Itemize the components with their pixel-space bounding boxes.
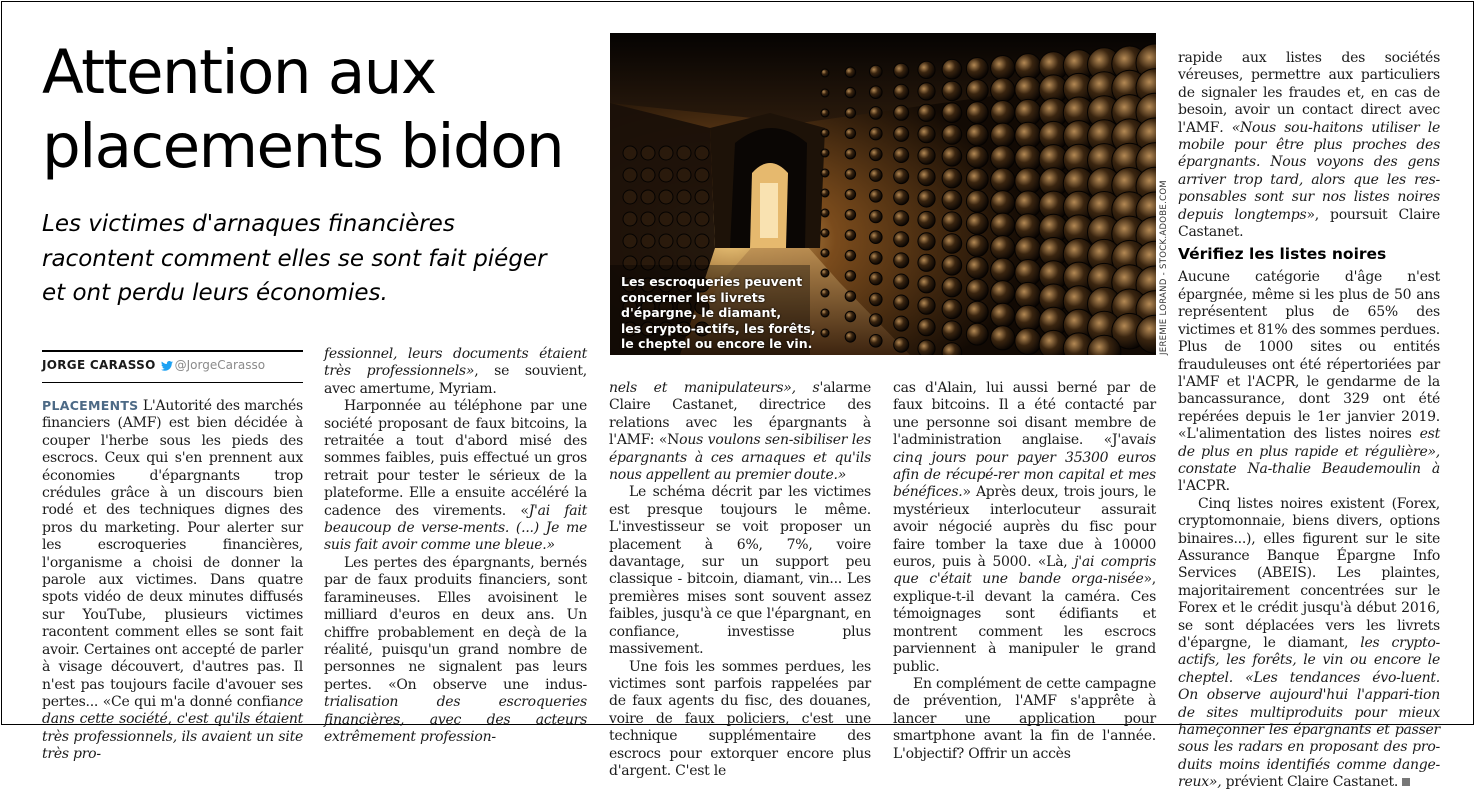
bottle-end — [894, 253, 909, 268]
article-paragraph: Aucune catégorie d'âge n'est épargnée, même si les plus de 50 ans représentent plus de 65% des victimes et 81% des sommes perdues. Plus de 1000 sites ou entités frauduleuses ont été répertoriées par l'AMF et l'ACPR, le gendarme de la bancassurance, dont 329 ont été repérées depuis le 1er janvier 2019. «L'alimentation des listes noires est de plus en plus rapide et régulière», constate Na-thalie Beaudemoulin à l'ACPR. — [1178, 269, 1441, 495]
bottle-end — [991, 213, 1015, 237]
bottle-end — [942, 81, 962, 101]
bottle-end — [623, 212, 637, 226]
bottle-end — [821, 149, 829, 157]
bottle-end — [821, 169, 829, 177]
bottle-end — [991, 236, 1015, 260]
article-paragraph: PLACEMENTS L'Autorité des marchés financiers (AMF) est bien décidée à couper l'herbe sous les pieds des escrocs. Ceux qui s'en prennent aux économies d'épargnants trop crédules grâce à un discours bien rodé et des techniques dignes des pros du marketing. Pour alerter sur les escroqueries financières, l'organisme a choisi de donner la parole aux victimes. Dans quatre spots vidéo de deux minutes diffusés sur YouTube, plusieurs victimes racontent comment elles se sont fait avoir. Certaines ont accepté de parler à visage découvert, d'autres pas. Il n'est pas toujours facile d'avouer ses pertes... «Ce qui m'a donné confiance dans cette société, c'est qu'ils étaient très professionnels, ils avaient un site très pro- — [42, 398, 304, 763]
bottle-end — [942, 125, 962, 145]
article-paragraph: En complément de cette campagne de prévention, l'AMF s'apprête à lancer une application pour smartphone avant la fin de l'année. L'objectif? Offrir un accès — [893, 675, 1156, 762]
bottle-end — [991, 258, 1015, 282]
bottle-end — [845, 149, 855, 159]
bottle-end — [659, 212, 673, 226]
bottle-end — [966, 323, 988, 345]
bottle-end — [623, 234, 637, 248]
bottle-end — [677, 212, 691, 226]
headline-line: Attention aux — [42, 37, 436, 108]
bottle-end — [623, 190, 637, 204]
bottle-end — [918, 169, 935, 186]
bottle-end — [894, 232, 909, 247]
bottle-end — [870, 210, 883, 223]
bottle-end — [870, 107, 883, 120]
deck-line: racontent comment elles se sont fait piéger — [42, 245, 547, 272]
bottle-end — [623, 168, 637, 182]
bottle-end — [641, 168, 655, 182]
bottle-end — [942, 277, 962, 297]
bottle-end — [942, 256, 962, 276]
article-paragraph: Le schéma décrit par les victimes est presque toujours le même. L'investisseur se voit proposer un placement à 6%, 7%, voire davantage, sur un support peu classique - bitcoin, diamant, vin... Les premières mises sont souvent assez faibles, jusqu'à ce que l'épargnant, en confiance, investisse plus massivement. — [609, 484, 871, 658]
bottle-end — [641, 190, 655, 204]
bottle-end — [1015, 328, 1041, 354]
bottle-end — [918, 61, 935, 78]
bottle-end — [966, 80, 988, 102]
caption-line: le cheptel ou encore le vin. — [621, 336, 813, 351]
bottle-end — [821, 129, 829, 137]
bottle-end — [918, 319, 935, 336]
bottle-end — [845, 87, 855, 97]
bottle-end — [991, 191, 1015, 215]
article-paragraph: Harponnée au téléphone par une société proposant de faux bitcoins, la retraitée a tout d'abord misé des sommes faibles, puis effectué un gros retrait pour tester le sérieux de la plateforme. Elle a ensuite accéléré la cadence des virements. «J'ai fait beaucoup de verse-ments. (...) Je me suis fait avoir comme une bleue.» — [324, 398, 587, 554]
bottle-end — [942, 190, 962, 210]
bottle-end — [942, 168, 962, 188]
bottle-end — [641, 212, 655, 226]
bottle-end — [845, 108, 855, 118]
bottle-end — [845, 230, 855, 240]
bottle-end — [894, 337, 909, 352]
article-paragraph: Une fois les sommes perdues, les victimes sont parfois rappelées par de faux agents du fisc, des douanes, voire de faux policiers, c'est une technique supplémentaire des escrocs pour extorquer encore plus d'argent. C'est le — [609, 658, 871, 779]
bottle-end — [659, 234, 673, 248]
bottle-end — [821, 309, 829, 317]
bottle-end — [870, 169, 883, 182]
caption-line: les crypto-actifs, les forêts, — [621, 320, 816, 336]
bottle-end — [918, 104, 935, 121]
byline-top-rule — [42, 350, 303, 352]
article-column-3 — [609, 380, 871, 780]
caption-line: concerner les livrets — [621, 289, 766, 305]
article-paragraph: cas d'Alain, lui aussi berné par de faux bitcoins. Il a été contacté par une personne soi disant membre de l'administration anglaise. «J'avais cinq jours pour payer 35300 euros afin de récupé-rer mon capital et mes bénéfices.» Après deux, trois jours, le mystérieux interlocuteur assurait avoir négocié auprès du fisc pour faire tomber la taxe due à 10000 euros, puis à 5000. «Là, j'ai compris que c'était une bande orga-nisée», explique-t-il devant la caméra. Ces témoignages sont édifiants et montrent comment les escrocs parviennent à manipuler le grand public. — [893, 380, 1157, 675]
bottle-end — [695, 212, 709, 226]
section-kicker: PLACEMENTS — [42, 398, 139, 413]
bottle-end — [966, 235, 988, 257]
bottle-end — [845, 189, 855, 199]
bottle-end — [894, 148, 909, 163]
headline-line: placements bidon — [42, 111, 564, 182]
twitter-bird-icon — [161, 360, 173, 374]
bottle-end — [966, 124, 988, 146]
bottle-end — [918, 340, 935, 355]
bottle-end — [894, 190, 909, 205]
bottle-end — [659, 190, 673, 204]
bottle-end — [966, 213, 988, 235]
bottle-end — [894, 84, 909, 99]
bottle-end — [641, 146, 655, 160]
bottle-end — [894, 316, 909, 331]
byline — [42, 358, 265, 374]
bottle-end — [821, 89, 829, 97]
bottle-end — [870, 127, 883, 140]
bottle-end — [821, 209, 829, 217]
bottle-end — [991, 168, 1015, 192]
bottle-end — [942, 234, 962, 254]
bottle-end — [942, 59, 962, 79]
bottle-end — [966, 102, 988, 124]
bottle-end — [991, 303, 1015, 327]
bottle-end — [942, 299, 962, 319]
bottle-end — [991, 56, 1015, 80]
end-of-article-mark — [1402, 778, 1410, 786]
bottle-end — [894, 126, 909, 141]
bottle-end — [991, 101, 1015, 125]
bottle-end — [918, 254, 935, 271]
article-column-5 — [1178, 50, 1440, 792]
bottle-end — [845, 291, 855, 301]
bottle-end — [677, 146, 691, 160]
bottle-end — [870, 86, 883, 99]
bottle-end — [821, 69, 829, 77]
bottle-end — [845, 128, 855, 138]
bottle-end — [695, 190, 709, 204]
bottle-end — [845, 67, 855, 77]
bottle-end — [845, 332, 855, 342]
bottle-end — [695, 234, 709, 248]
bottle-end — [677, 168, 691, 182]
bottle-end — [894, 274, 909, 289]
photo-caption — [621, 274, 815, 352]
bottle-end — [894, 211, 909, 226]
bottle-end — [659, 146, 673, 160]
bottle-end — [870, 252, 883, 265]
bottle-end — [870, 293, 883, 306]
caption-line: d'épargne, le diamant, — [621, 305, 782, 320]
bottle-end — [918, 297, 935, 314]
bottle-end — [966, 146, 988, 168]
bottle-end — [991, 326, 1015, 350]
bottle-end — [942, 147, 962, 167]
article-deck — [42, 207, 602, 311]
bottle-end — [845, 311, 855, 321]
bottle-end — [894, 169, 909, 184]
bottle-end — [641, 234, 655, 248]
bottle-end — [894, 63, 909, 78]
bottle-end — [894, 295, 909, 310]
photo-credit: JEREMIE LORAND - STOCK.ADOBE.COM — [1159, 180, 1169, 355]
article-headline — [42, 36, 563, 184]
bottle-end — [845, 271, 855, 281]
bottle-end — [942, 321, 962, 341]
bottle-end — [991, 123, 1015, 147]
bottle-end — [966, 58, 988, 80]
bottle-end — [821, 289, 829, 297]
article-paragraph: fessionnel, leurs documents étaient très professionnels», se souvient, avec amertume, Myriam. — [324, 346, 588, 397]
byline-bottom-rule — [42, 382, 303, 383]
article-paragraph: Cinq listes noires existent (Forex, cryptomonnaie, biens divers, options binaires...), elles figurent sur le site Assurance Banque Épargne Info Services (ABEIS). Les plaintes, majoritairement concentrées sur le Forex et le crédit jusqu'à début 2016, se sont déplacées vers les livrets d'épargne, le diamant, les crypto-actifs, les forêts, le vin ou encore le cheptel. «Les tendances évo-luent. On observe aujourd'hui l'appari-tion de sites multiproduits pour mieux hameçonner les épargnants et passer sous les radars en proposant des pro-duits moins identifiés comme dange-reux», prévient Claire Castanet. — [1178, 495, 1441, 791]
bottle-end — [918, 126, 935, 143]
article-column-4 — [893, 380, 1156, 763]
bottle-end — [870, 65, 883, 78]
bottle-end — [659, 168, 673, 182]
bottle-end — [918, 83, 935, 100]
bottle-end — [966, 257, 988, 279]
bottle-end — [966, 279, 988, 301]
bottle-end — [942, 103, 962, 123]
deck-line: Les victimes d'arnaques financières — [42, 211, 455, 237]
bottle-end — [918, 233, 935, 250]
bottle-end — [991, 146, 1015, 170]
deck-line: et ont perdu leurs économies. — [42, 280, 388, 306]
bottle-end — [623, 146, 637, 160]
bottle-end — [821, 249, 829, 257]
article-paragraph: Les pertes des épargnants, bernés par de faux produits financiers, sont faramineuses. Elles avoisinent le milliard d'euros en deux ans. Un chiffre probablement en deçà de la réalité, puisqu'un grand nombre de personnes ne signalent pas leurs pertes. «On observe une indus-trialisation des escroqueries financières, avec des acteurs extrêmement profession- — [324, 554, 587, 745]
bottle-end — [845, 210, 855, 220]
bottle-end — [821, 229, 829, 237]
bottle-end — [894, 105, 909, 120]
bottle-end — [870, 231, 883, 244]
byline-handle: @JorgeCarasso — [174, 358, 266, 372]
bottle-end — [821, 329, 829, 337]
bottle-end — [695, 146, 709, 160]
article-column-1 — [42, 397, 303, 764]
bottle-end — [966, 190, 988, 212]
bottle-end — [677, 190, 691, 204]
bottle-end — [918, 211, 935, 228]
bottle-end — [966, 301, 988, 323]
bottle-end — [845, 169, 855, 179]
bottle-end — [870, 190, 883, 203]
bottle-end — [966, 168, 988, 190]
bottle-end — [870, 272, 883, 285]
bottle-end — [942, 212, 962, 232]
bottle-end — [695, 168, 709, 182]
bottle-end — [918, 276, 935, 293]
bottle-end — [918, 147, 935, 164]
article-paragraph: nels et manipulateurs», s'alarme Claire Castanet, directrice des relations avec les épargnants à l'AMF: «Nous voulons sen-sibiliser les épargnants à ces arnaques et qu'ils nous appellent au premier doute.» — [609, 380, 872, 484]
bottle-end — [677, 234, 691, 248]
bottle-end — [870, 335, 883, 348]
bottle-end — [845, 250, 855, 260]
bottle-end — [821, 189, 829, 197]
bottle-end — [821, 109, 829, 117]
bottle-end — [870, 148, 883, 161]
bottle-end — [991, 78, 1015, 102]
bottle-end — [870, 314, 883, 327]
caption-line: Les escroqueries peuvent — [621, 274, 803, 289]
byline-author: JORGE CARASSO — [42, 358, 156, 372]
article-column-2 — [324, 346, 587, 746]
bottle-end — [991, 281, 1015, 305]
bottle-end — [918, 190, 935, 207]
article-paragraph: rapide aux listes des sociétés véreuses, permettre aux particuliers de signaler les fraudes et, en cas de besoin, avoir un contact direct avec l'AMF. «Nous sou-haitons utiliser le mobile pour être plus proches des épargnants. Nous voyons des gens arriver trop tard, alors que les res-ponsables sont sur nos listes noires depuis longtemps», poursuit Claire Castanet. — [1178, 50, 1441, 241]
section-subhead: Vérifiez les listes noires — [1178, 245, 1387, 264]
bottle-end — [821, 269, 829, 277]
